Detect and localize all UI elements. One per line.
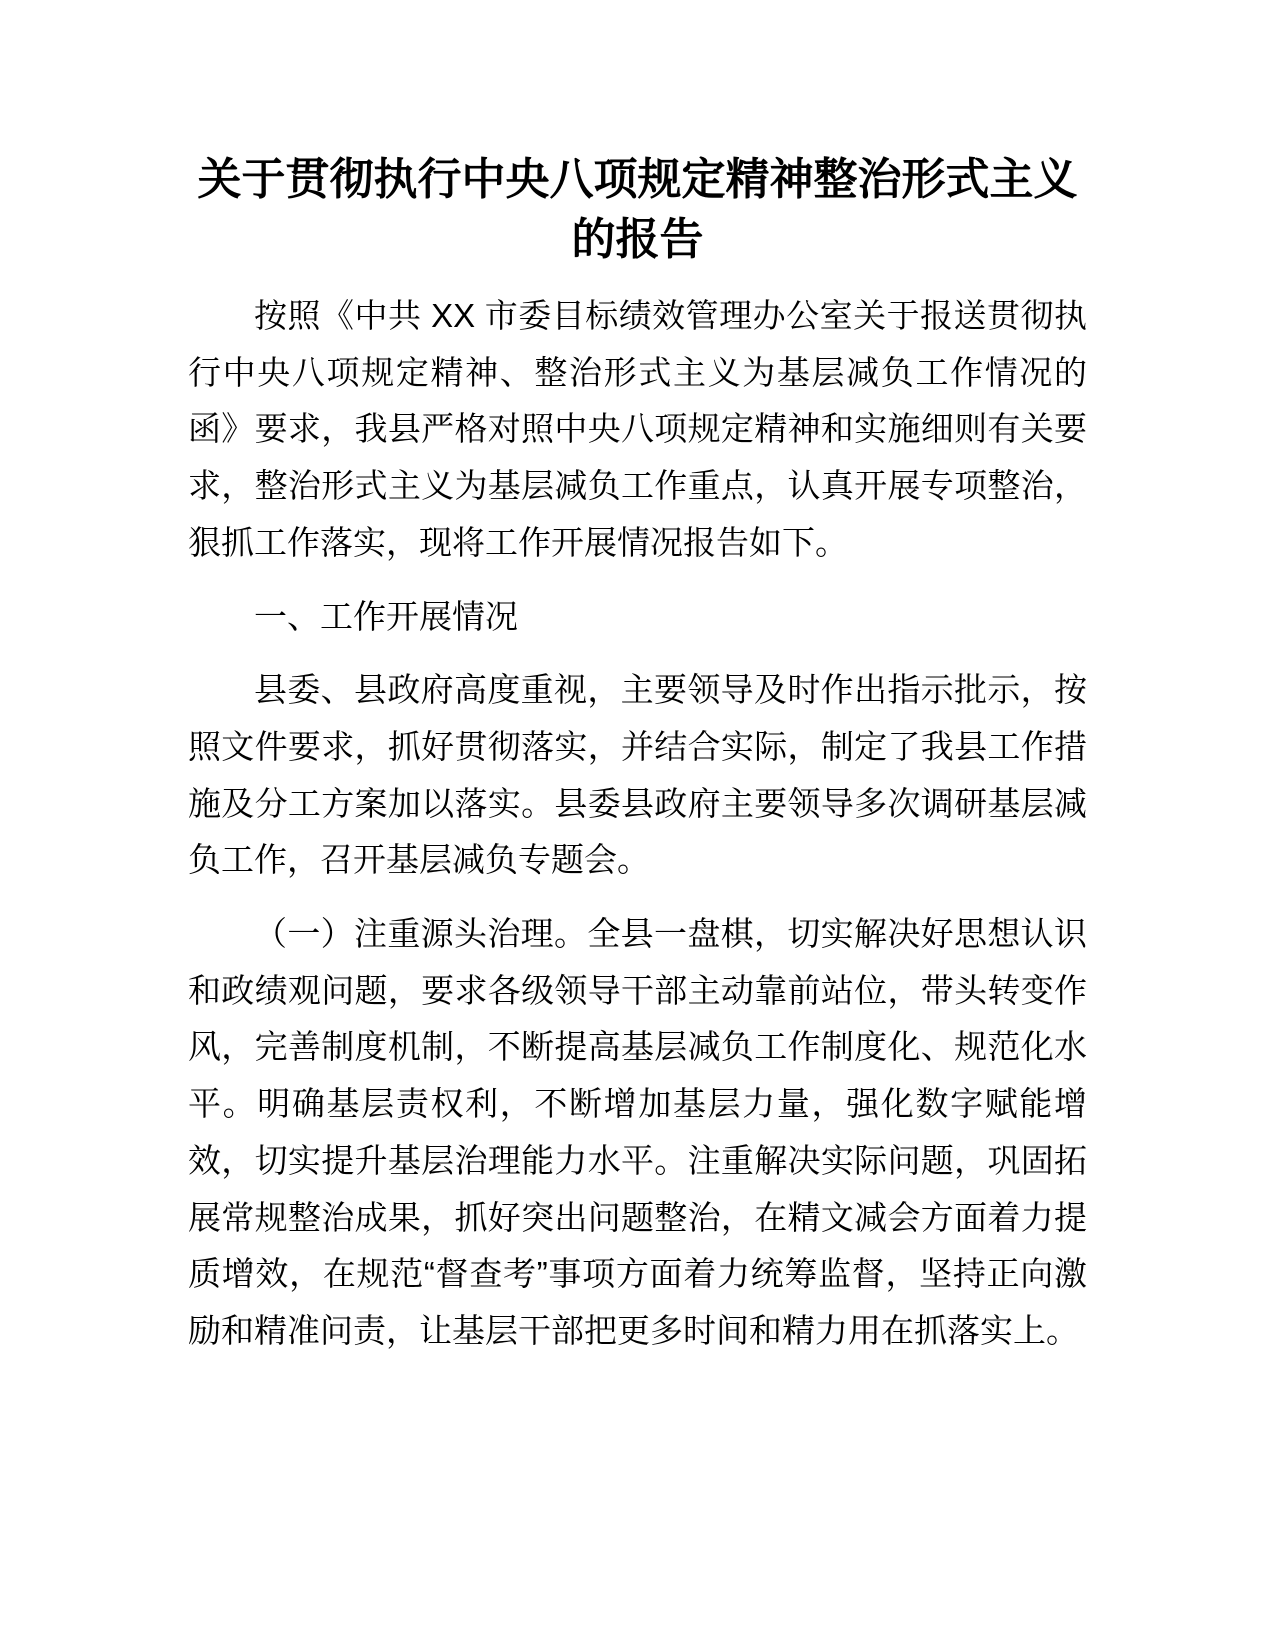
paragraph-source-governance: （一）注重源头治理。全县一盘棋，切实解决好思想认识和政绩观问题，要求各级领导干部主动靠前站位，带头转变作风，完善制度机制，不断提高基层减负工作制度化、规范化水平。明确基层责权利，不断增加基层力量，强化数字赋能增效，切实提升基层治理能力水平。注重解决实际问题，巩固拓展常规整治成果，抓好突出问题整治，在精文减会方面着力提质增效，在规范“督查考”事项方面着力统筹监督，坚持正向激励和精准问责，让基层干部把更多时间和精力用在抓落实上。 bbox=[188, 915, 1087, 1349]
paragraph-intro: 按照《中共 XX 市委目标绩效管理办公室关于报送贯彻执行中央八项规定精神、整治形式主义为基层减负工作情况的函》要求，我县严格对照中央八项规定精神和实施细则有关要求，整治形式主义为基层减负工作重点，认真开展专项整治，狠抓工作落实，现将工作开展情况报告如下。 bbox=[188, 297, 1087, 561]
document-title: 关于贯彻执行中央八项规定精神整治形式主义的报告 bbox=[197, 155, 1078, 264]
section-heading-work-progress: 一、工作开展情况 bbox=[254, 597, 518, 635]
paragraph-leadership-overview: 县委、县政府高度重视，主要领导及时作出指示批示，按照文件要求，抓好贯彻落实，并结合实际，制定了我县工作措施及分工方案加以落实。县委县政府主要领导多次调研基层减负工作，召开基层减负专题会。 bbox=[188, 671, 1087, 879]
